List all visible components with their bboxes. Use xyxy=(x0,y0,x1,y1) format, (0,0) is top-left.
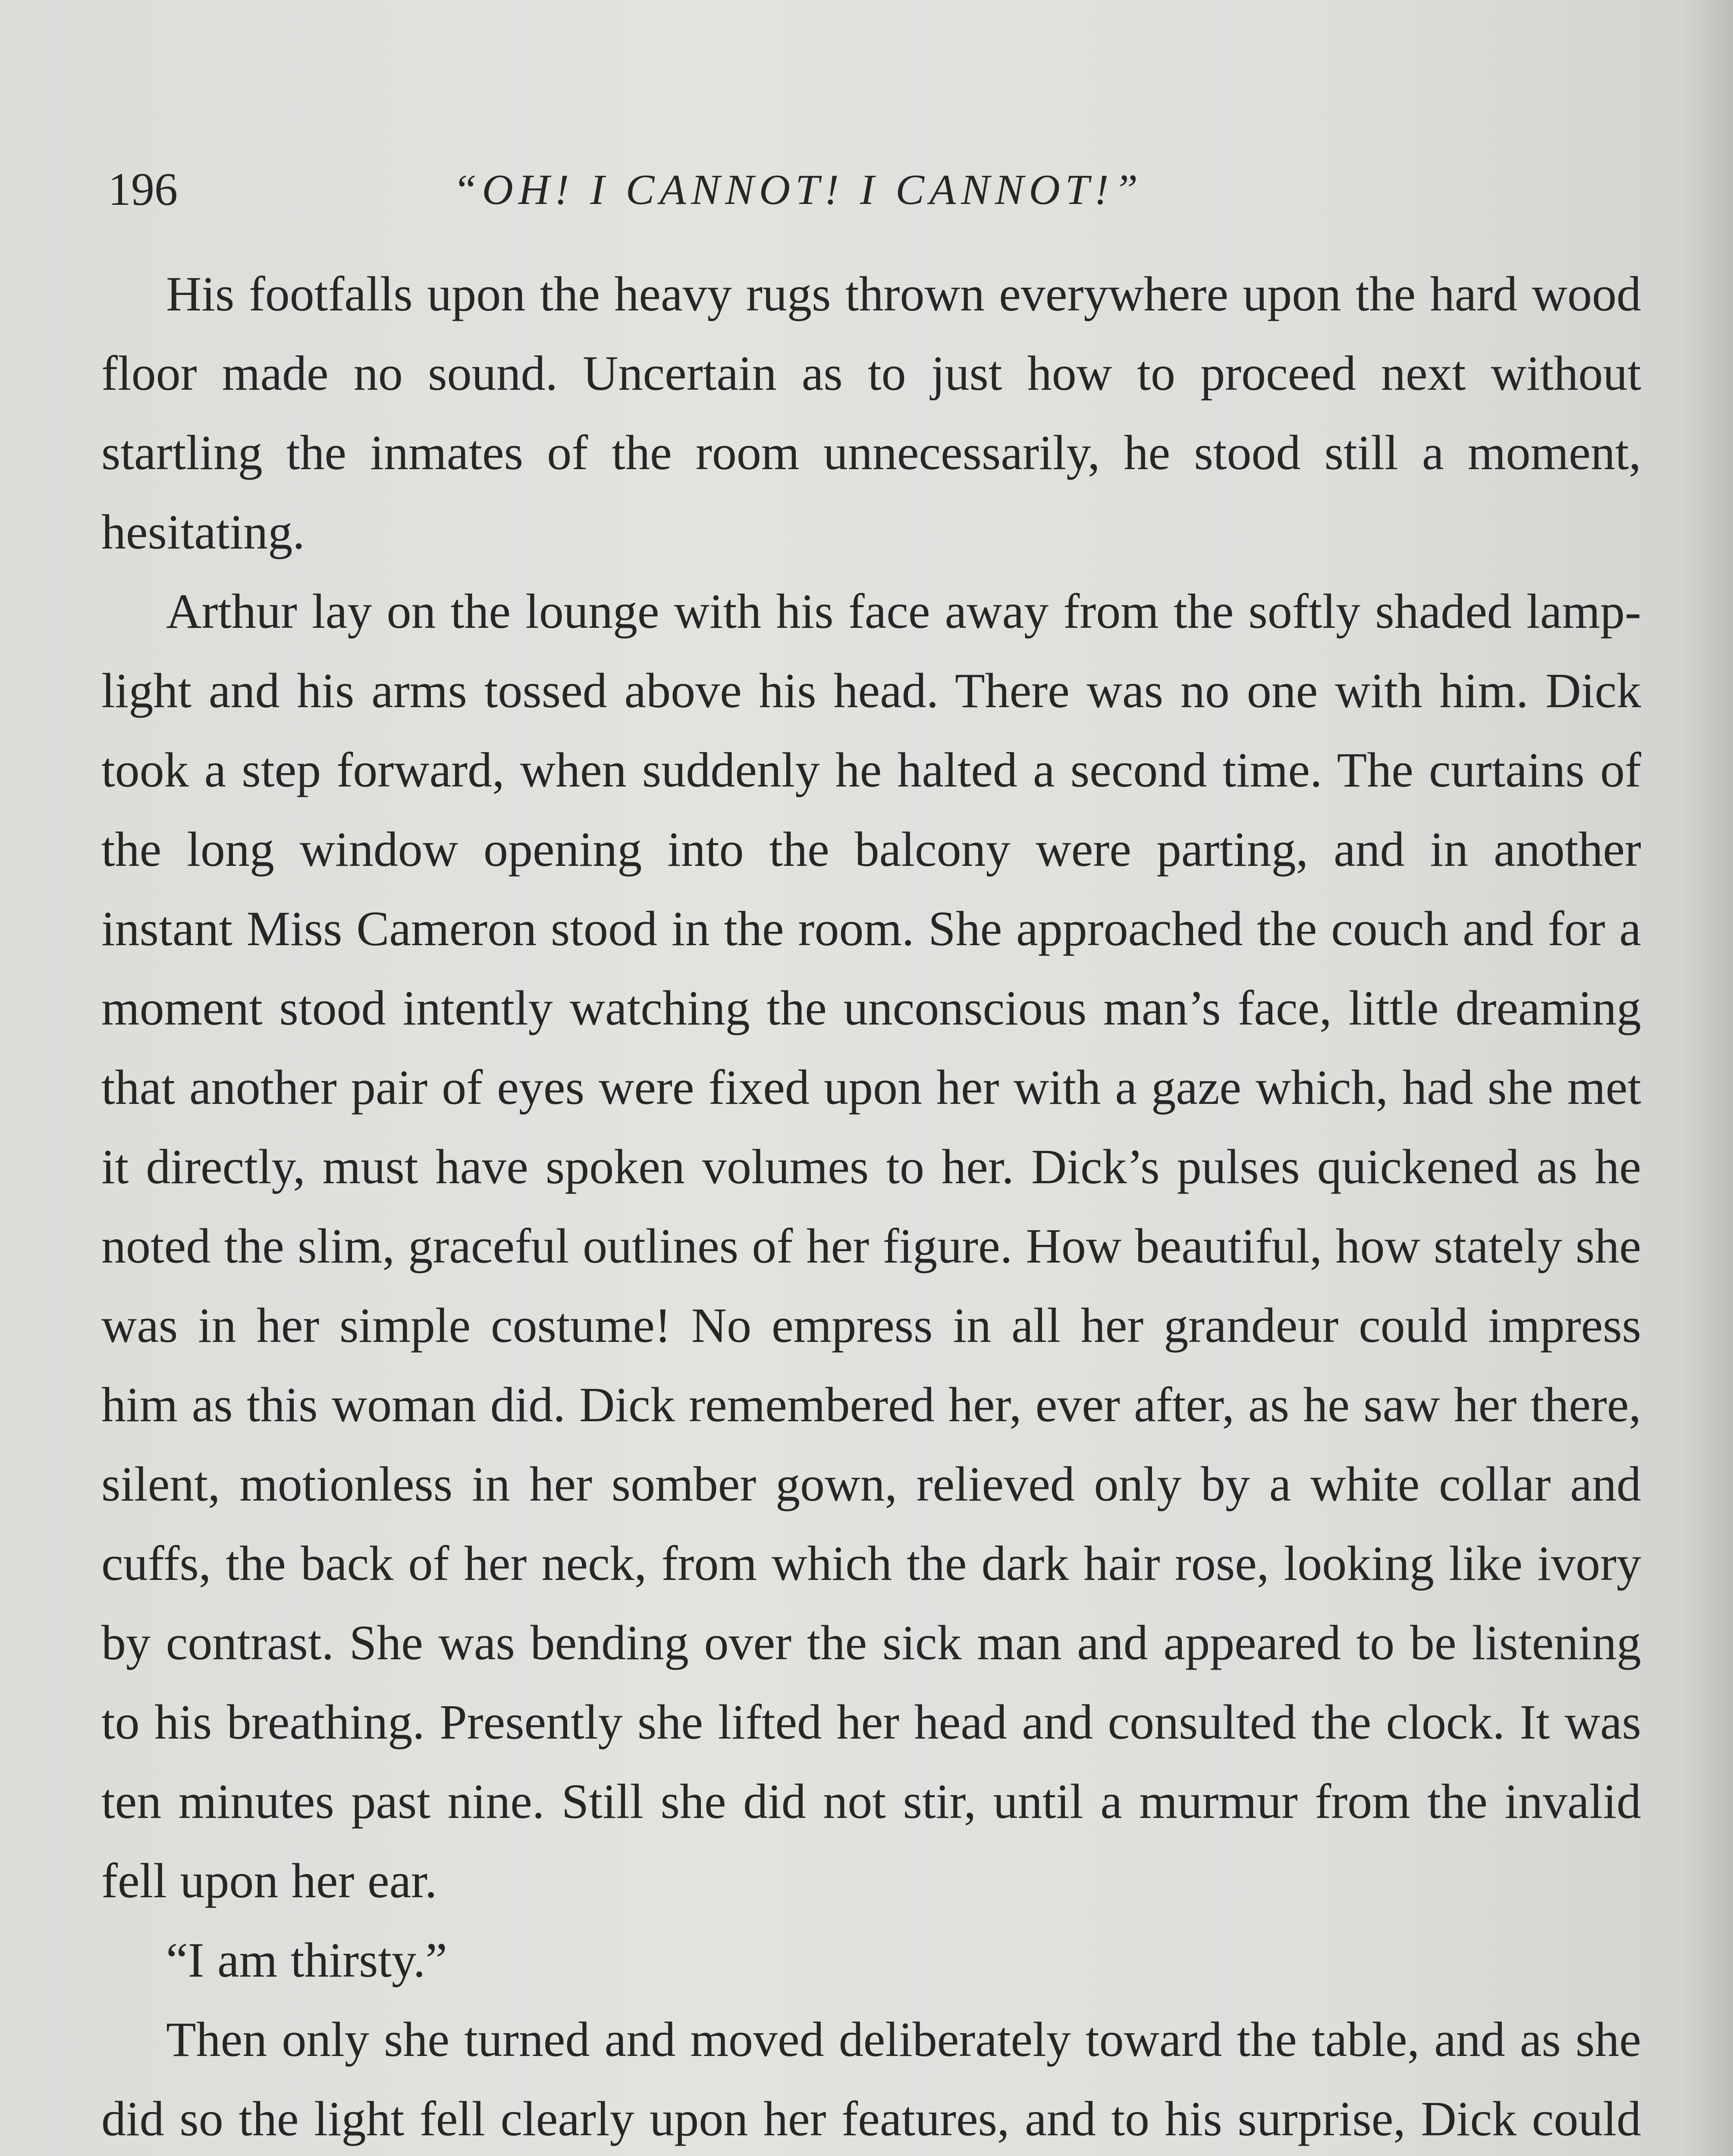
paragraph: Arthur lay on the lounge with his face away from the softly shaded lamp-light and his arms tossed above his head. There was no one with him. Dick took a step forward, when suddenly he halted a second time. The curtains of the long window opening into the balcony were parting, and in another instant Miss Cameron stood in the room. She approached the couch and for a moment stood intently watching the unconscious man’s face, little dreaming that another pair of eyes were fixed upon her with a gaze which, had she met it directly, must have spoken volumes to her. Dick’s pulses quickened as he noted the slim, graceful outlines of her figure. How beautiful, how stately she was in her simple costume! No empress in all her grandeur could impress him as this woman did. Dick remembered her, ever after, as he saw her there, silent, motionless in her somber gown, relieved only by a white collar and cuffs, the back of her neck, from which the dark hair rose, looking like ivory by contrast. She was bending over the sick man and appeared to be listening to his breathing. Presently she lifted her head and consulted the clock. It was ten minutes past nine. Still she did not stir, until a murmur from the invalid fell upon her ear. xyxy=(101,584,1641,1908)
page-number: 196 xyxy=(108,164,178,215)
page-header xyxy=(108,160,1639,229)
paragraph: His footfalls upon the heavy rugs thrown everywhere upon the hard wood floor made no sound. Uncertain as to just how to proceed next without startling the inmates of the room unnecessarily, he stood still a moment, hesitating. xyxy=(101,266,1641,559)
body-text xyxy=(101,254,1641,2156)
paragraph: Then only she turned and moved deliberately toward the table, and as she did so the light fell clearly upon her features, and to his surprise, Dick could xyxy=(101,2012,1641,2146)
page-edge-shadow xyxy=(1681,0,1733,2156)
paragraph: “I am thirsty.” xyxy=(166,1933,447,1987)
running-head: “OH! I CANNOT! I CANNOT!” xyxy=(453,166,1143,213)
